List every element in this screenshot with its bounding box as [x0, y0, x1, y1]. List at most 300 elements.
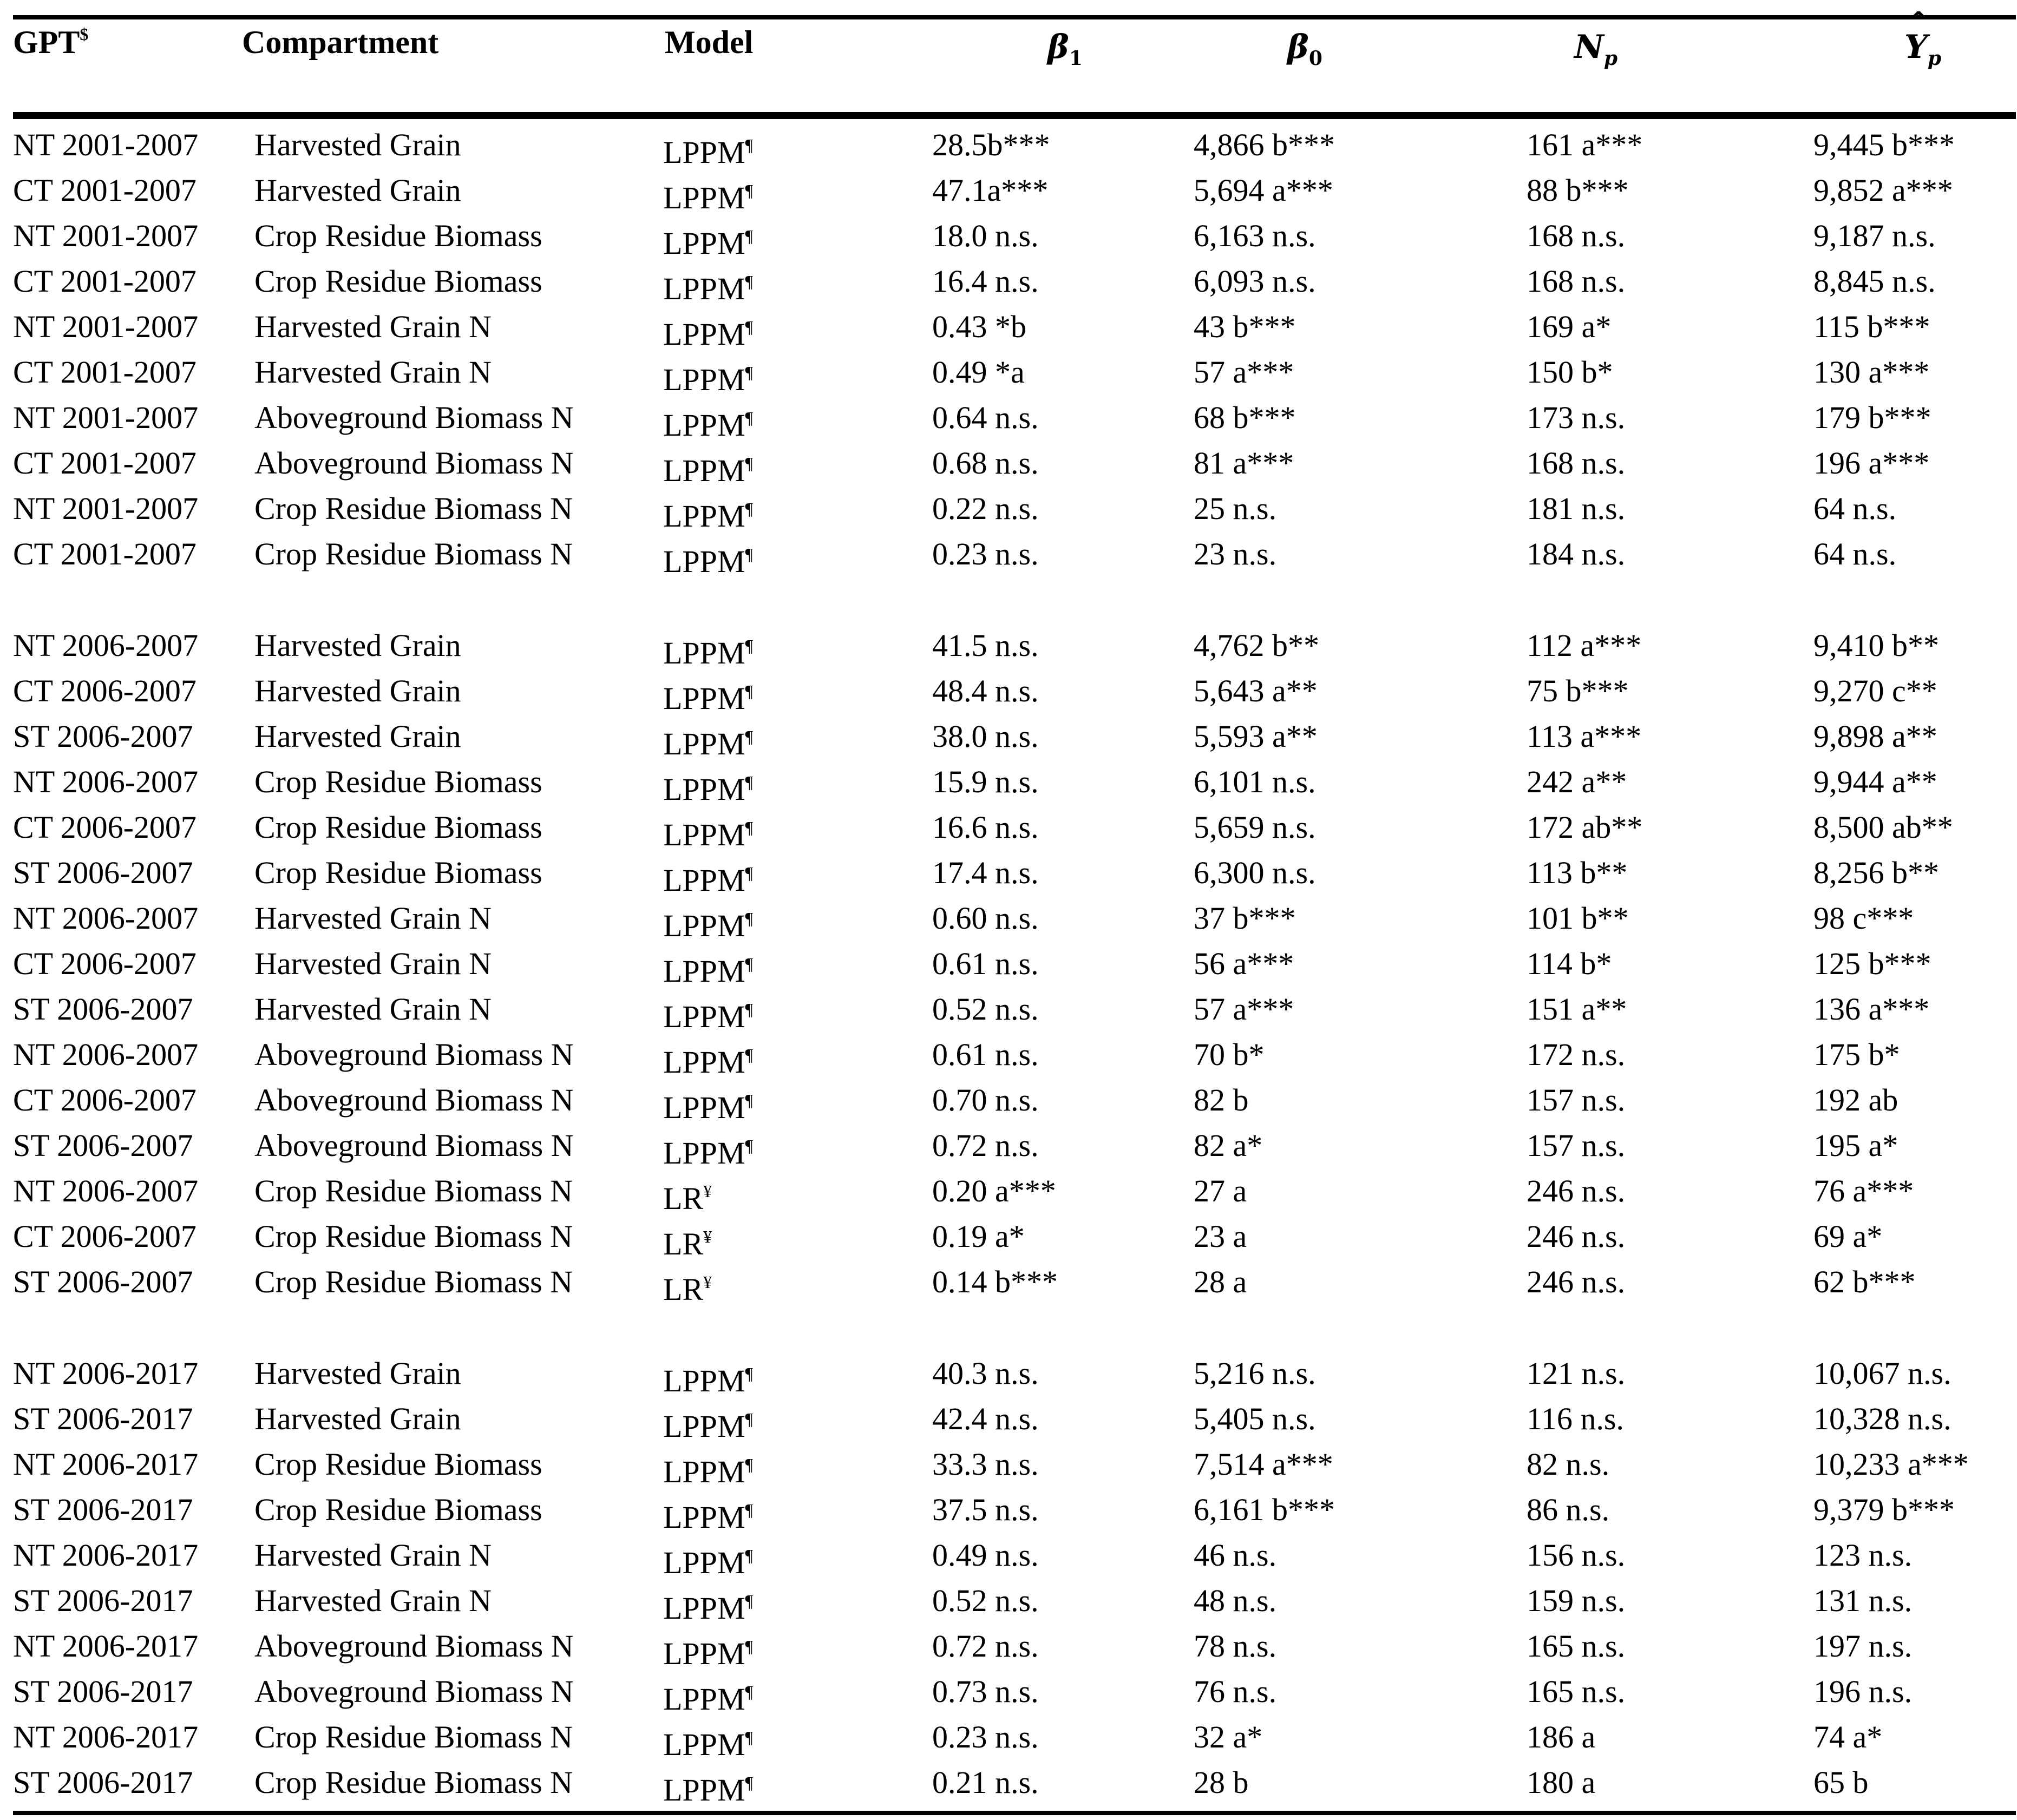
compartment-cell: Crop Residue Biomass [254, 810, 542, 845]
gpt-cell: ST 2006-2017 [13, 1492, 193, 1527]
beta0-cell: 4,762 b** [1194, 628, 1319, 663]
header-beta0-subscript: 0 [1308, 47, 1322, 70]
compartment-cell: Aboveground Biomass N [254, 445, 574, 481]
table-row [0, 486, 2017, 534]
gpt-cell: ST 2006-2017 [13, 1401, 193, 1436]
beta1-cell: 0.61 n.s. [932, 1037, 1039, 1072]
compartment-cell: Harvested Grain [254, 1401, 461, 1436]
beta0-cell: 5,659 n.s. [1194, 810, 1316, 845]
gpt-cell: NT 2006-2007 [13, 1173, 199, 1208]
table-row [0, 304, 2017, 350]
beta0-cell: 46 n.s. [1194, 1538, 1277, 1573]
gpt-cell: CT 2001-2007 [13, 354, 197, 390]
np-cell: 246 n.s. [1527, 1219, 1626, 1254]
model-label: LPPM [663, 408, 745, 443]
np-cell: 113 b** [1527, 855, 1628, 890]
beta0-cell: 6,093 n.s. [1194, 264, 1316, 299]
np-cell: 168 n.s. [1527, 445, 1626, 481]
model-label: LPPM [663, 635, 745, 671]
compartment-cell: Harvested Grain N [254, 991, 492, 1027]
compartment-cell: Crop Residue Biomass N [254, 1765, 573, 1800]
beta1-cell: 0.22 n.s. [932, 491, 1039, 526]
table-row [0, 1259, 2017, 1305]
model-label: LR [663, 1181, 704, 1216]
beta0-cell: 6,101 n.s. [1194, 764, 1316, 799]
model-footnote-mark: ¥ [703, 1272, 712, 1292]
gpt-cell: CT 2006-2007 [13, 1219, 197, 1254]
model-label: LPPM [663, 271, 745, 306]
beta1-cell: 40.3 n.s. [932, 1356, 1039, 1391]
header-beta1-subscript: 1 [1069, 47, 1083, 70]
model-footnote-mark: ¶ [745, 818, 754, 837]
gpt-cell: ST 2006-2017 [13, 1765, 193, 1800]
beta1-cell: 0.73 n.s. [932, 1674, 1039, 1709]
yp-cell: 196 a*** [1813, 445, 1930, 481]
model-label: LPPM [663, 1044, 745, 1080]
gpt-cell: ST 2006-2017 [13, 1583, 193, 1618]
table-row [0, 714, 2017, 759]
beta1-cell: 0.21 n.s. [932, 1765, 1039, 1800]
beta0-cell: 48 n.s. [1194, 1583, 1277, 1618]
gpt-cell: NT 2006-2017 [13, 1356, 199, 1391]
model-label: LPPM [663, 772, 745, 807]
table-bottom-rule [13, 1811, 2016, 1815]
yp-cell: 8,845 n.s. [1813, 264, 1936, 299]
model-footnote-mark: ¶ [745, 1546, 754, 1565]
yp-cell: 123 n.s. [1813, 1538, 1913, 1573]
yp-cell: 136 a*** [1813, 991, 1930, 1027]
beta0-cell: 28 a [1194, 1264, 1247, 1299]
model-footnote-mark: ¶ [745, 909, 754, 928]
beta1-cell: 28.5b*** [932, 127, 1050, 162]
yp-cell: 64 n.s. [1813, 491, 1897, 526]
compartment-cell: Crop Residue Biomass [254, 1447, 542, 1482]
beta0-cell: 70 b* [1194, 1037, 1265, 1072]
np-cell: 101 b** [1527, 901, 1629, 936]
model-label: LPPM [663, 726, 745, 761]
beta0-cell: 5,216 n.s. [1194, 1356, 1316, 1391]
beta1-cell: 15.9 n.s. [932, 764, 1039, 799]
compartment-cell: Harvested Grain [254, 673, 461, 708]
beta0-cell: 5,405 n.s. [1194, 1401, 1316, 1436]
gpt-cell: CT 2001-2007 [13, 445, 197, 481]
gpt-cell: NT 2006-2007 [13, 764, 199, 799]
compartment-cell: Crop Residue Biomass N [254, 1219, 573, 1254]
np-cell: 169 a* [1527, 309, 1612, 344]
model-label: LPPM [663, 180, 745, 215]
yp-cell: 9,270 c** [1813, 673, 1937, 708]
beta1-cell: 0.52 n.s. [932, 1583, 1039, 1618]
beta0-cell: 23 a [1194, 1219, 1247, 1254]
beta0-cell: 23 n.s. [1194, 536, 1277, 571]
beta0-cell: 5,643 a** [1194, 673, 1318, 708]
model-footnote-mark: ¶ [745, 1682, 754, 1701]
header-np-symbol: N [1574, 28, 1604, 66]
model-footnote-mark: ¶ [745, 363, 754, 382]
beta1-cell: 0.23 n.s. [932, 1719, 1039, 1755]
compartment-cell: Harvested Grain [254, 173, 461, 208]
beta0-cell: 27 a [1194, 1173, 1247, 1208]
table-row [0, 1578, 2017, 1624]
np-cell: 159 n.s. [1527, 1583, 1626, 1618]
np-cell: 165 n.s. [1527, 1628, 1626, 1664]
beta0-cell: 6,161 b*** [1194, 1492, 1335, 1527]
compartment-cell: Crop Residue Biomass [254, 218, 542, 253]
table-row [0, 850, 2017, 896]
beta1-cell: 0.23 n.s. [932, 536, 1039, 571]
compartment-cell: Harvested Grain N [254, 354, 492, 390]
np-cell: 168 n.s. [1527, 218, 1626, 253]
beta1-cell: 0.20 a*** [932, 1173, 1056, 1208]
header-np-subscript: p [1603, 47, 1618, 70]
yp-cell: 175 b* [1813, 1037, 1900, 1072]
compartment-cell: Crop Residue Biomass N [254, 536, 573, 571]
yp-cell: 125 b*** [1813, 946, 1931, 981]
model-label: LPPM [663, 1545, 745, 1580]
np-cell: 82 n.s. [1527, 1447, 1610, 1482]
gpt-cell: NT 2001-2007 [13, 400, 199, 435]
model-footnote-mark: ¶ [745, 454, 754, 473]
yp-cell: 74 a* [1813, 1719, 1883, 1755]
yp-cell: 10,233 a*** [1813, 1447, 1969, 1482]
yp-cell: 64 n.s. [1813, 536, 1897, 571]
model-label: LPPM [663, 1636, 745, 1671]
model-footnote-mark: ¶ [745, 1637, 754, 1656]
yp-cell: 9,187 n.s. [1813, 218, 1936, 253]
model-footnote-mark: ¶ [745, 863, 754, 883]
header-beta1-symbol: β [1047, 28, 1069, 66]
yp-cell: 115 b*** [1813, 309, 1930, 344]
compartment-cell: Crop Residue Biomass N [254, 1173, 573, 1208]
model-footnote-mark: ¶ [745, 499, 754, 518]
compartment-cell: Aboveground Biomass N [254, 400, 574, 435]
header-np [1574, 28, 1617, 70]
np-cell: 151 a** [1527, 991, 1627, 1027]
beta0-cell: 57 a*** [1194, 991, 1294, 1027]
yp-cell: 76 a*** [1813, 1173, 1914, 1208]
model-footnote-mark: ¥ [703, 1227, 712, 1246]
gpt-cell: ST 2006-2007 [13, 855, 193, 890]
beta0-cell: 6,163 n.s. [1194, 218, 1316, 253]
model-footnote-mark: ¶ [745, 408, 754, 428]
header-beta0 [1287, 28, 1322, 70]
beta0-cell: 37 b*** [1194, 901, 1296, 936]
np-cell: 75 b*** [1527, 673, 1629, 708]
np-cell: 165 n.s. [1527, 1674, 1626, 1709]
np-cell: 172 n.s. [1527, 1037, 1626, 1072]
header-yp-symbol: ^ Y [1904, 28, 1928, 66]
np-cell: 173 n.s. [1527, 400, 1626, 435]
table-row [0, 1168, 2017, 1214]
model-footnote-mark: ¶ [745, 272, 754, 291]
table-row [0, 531, 2017, 577]
table-row [0, 1533, 2017, 1578]
beta0-cell: 56 a*** [1194, 946, 1294, 981]
compartment-cell: Aboveground Biomass N [254, 1082, 574, 1118]
table-row [0, 1624, 2017, 1669]
yp-cell: 8,256 b** [1813, 855, 1939, 890]
compartment-cell: Aboveground Biomass N [254, 1037, 574, 1072]
np-cell: 242 a** [1527, 764, 1627, 799]
beta1-cell: 16.6 n.s. [932, 810, 1039, 845]
table-row [0, 896, 2017, 941]
model-footnote-mark: ¶ [745, 1500, 754, 1520]
model-label: LPPM [663, 681, 745, 716]
beta1-cell: 0.19 a* [932, 1219, 1025, 1254]
compartment-cell: Crop Residue Biomass [254, 264, 542, 299]
model-label: LPPM [663, 817, 745, 852]
model-label: LPPM [663, 1454, 745, 1489]
table-row [0, 1760, 2017, 1808]
table-row [0, 1032, 2017, 1080]
model-footnote-mark: ¶ [745, 1090, 754, 1110]
compartment-cell: Crop Residue Biomass [254, 1492, 542, 1527]
compartment-cell: Crop Residue Biomass [254, 764, 542, 799]
yp-cell: 65 b [1813, 1765, 1869, 1800]
model-footnote-mark: ¥ [703, 1181, 712, 1201]
yp-cell: 69 a* [1813, 1219, 1883, 1254]
yp-cell: 9,445 b*** [1813, 127, 1955, 162]
compartment-cell: Harvested Grain [254, 719, 461, 754]
beta0-cell: 82 b [1194, 1082, 1249, 1118]
header-bottom-rule [13, 112, 2016, 119]
model-footnote-mark: ¶ [745, 772, 754, 792]
compartment-cell: Harvested Grain N [254, 946, 492, 981]
beta1-cell: 0.61 n.s. [932, 946, 1039, 981]
model-footnote-mark: ¶ [745, 1727, 754, 1747]
compartment-cell: Harvested Grain [254, 1356, 461, 1391]
table-row [0, 1669, 2017, 1717]
model-label: LPPM [663, 135, 745, 170]
beta0-cell: 5,593 a** [1194, 719, 1318, 754]
model-footnote-mark: ¶ [745, 317, 754, 337]
beta1-cell: 0.14 b*** [932, 1264, 1058, 1299]
yp-cell: 9,944 a** [1813, 764, 1937, 799]
model-label: LPPM [663, 1363, 745, 1398]
beta1-cell: 0.49 *a [932, 354, 1025, 390]
model-footnote-mark: ¶ [745, 1045, 754, 1065]
model-label: LPPM [663, 453, 745, 488]
compartment-cell: Aboveground Biomass N [254, 1674, 574, 1709]
header-yp [1904, 28, 1941, 70]
gpt-cell: CT 2001-2007 [13, 264, 197, 299]
model-label: LR [663, 1226, 704, 1261]
beta0-cell: 28 b [1194, 1765, 1249, 1800]
model-footnote-mark: ¶ [745, 681, 754, 701]
table-row [0, 668, 2017, 714]
model-footnote-mark: ¶ [745, 1000, 754, 1019]
model-label: LPPM [663, 863, 745, 898]
beta0-cell: 32 a* [1194, 1719, 1263, 1755]
compartment-cell: Harvested Grain [254, 628, 461, 663]
beta1-cell: 33.3 n.s. [932, 1447, 1039, 1482]
model-label: LPPM [663, 226, 745, 261]
yp-cell: 9,852 a*** [1813, 173, 1953, 208]
gpt-cell: CT 2006-2007 [13, 810, 197, 845]
model-label: LPPM [663, 1500, 745, 1535]
gpt-cell: NT 2006-2017 [13, 1447, 199, 1482]
beta1-cell: 0.70 n.s. [932, 1082, 1039, 1118]
np-cell: 246 n.s. [1527, 1173, 1626, 1208]
gpt-cell: ST 2006-2007 [13, 991, 193, 1027]
beta0-cell: 25 n.s. [1194, 491, 1277, 526]
np-cell: 172 ab** [1527, 810, 1643, 845]
table-row [0, 1123, 2017, 1171]
model-footnote-mark: ¶ [745, 1455, 754, 1474]
gpt-cell: NT 2006-2017 [13, 1628, 199, 1664]
model-label: LPPM [663, 1727, 745, 1762]
compartment-cell: Crop Residue Biomass N [254, 1264, 573, 1299]
table-row [0, 122, 2017, 168]
model-label: LPPM [663, 999, 745, 1034]
beta1-cell: 16.4 n.s. [932, 264, 1039, 299]
model-label: LPPM [663, 908, 745, 943]
gpt-cell: NT 2006-2017 [13, 1719, 199, 1755]
beta0-cell: 7,514 a*** [1194, 1447, 1333, 1482]
beta0-cell: 78 n.s. [1194, 1628, 1277, 1664]
yp-cell: 197 n.s. [1813, 1628, 1913, 1664]
beta1-cell: 0.43 *b [932, 309, 1026, 344]
beta1-cell: 47.1a*** [932, 173, 1049, 208]
beta1-cell: 0.52 n.s. [932, 991, 1039, 1027]
yp-cell: 131 n.s. [1813, 1583, 1913, 1618]
table-row [0, 1077, 2017, 1123]
beta0-cell: 81 a*** [1194, 445, 1294, 481]
table-row [0, 759, 2017, 805]
gpt-cell: ST 2006-2007 [13, 719, 193, 754]
model-label: LPPM [663, 1772, 745, 1808]
compartment-cell: Harvested Grain N [254, 1538, 492, 1573]
np-cell: 150 b* [1527, 354, 1613, 390]
beta0-cell: 76 n.s. [1194, 1674, 1277, 1709]
model-footnote-mark: ¶ [745, 954, 754, 974]
np-cell: 121 n.s. [1527, 1356, 1626, 1391]
model-label: LPPM [663, 362, 745, 397]
compartment-cell: Harvested Grain N [254, 1583, 492, 1618]
np-cell: 114 b* [1527, 946, 1612, 981]
np-cell: 157 n.s. [1527, 1082, 1626, 1118]
model-footnote-mark: ¶ [745, 544, 754, 564]
model-footnote-mark: ¶ [745, 727, 754, 746]
yp-cell: 9,898 a** [1813, 719, 1937, 754]
table-row [0, 1351, 2017, 1396]
beta0-cell: 57 a*** [1194, 354, 1294, 390]
model-label: LPPM [663, 1409, 745, 1444]
beta1-cell: 41.5 n.s. [932, 628, 1039, 663]
yp-cell: 98 c*** [1813, 901, 1914, 936]
table-row [0, 168, 2017, 213]
np-cell: 112 a*** [1527, 628, 1642, 663]
table-row [0, 1714, 2017, 1760]
compartment-cell: Harvested Grain [254, 127, 461, 162]
model-label: LPPM [663, 1681, 745, 1717]
table-row [0, 987, 2017, 1032]
compartment-cell: Harvested Grain N [254, 901, 492, 936]
beta1-cell: 42.4 n.s. [932, 1401, 1039, 1436]
model-label: LPPM [663, 544, 745, 579]
gpt-cell: NT 2001-2007 [13, 218, 199, 253]
np-cell: 246 n.s. [1527, 1264, 1626, 1299]
beta0-cell: 43 b*** [1194, 309, 1296, 344]
model-label: LPPM [663, 317, 745, 352]
beta1-cell: 0.72 n.s. [932, 1628, 1039, 1664]
beta1-cell: 37.5 n.s. [932, 1492, 1039, 1527]
yp-cell: 10,067 n.s. [1813, 1356, 1951, 1391]
header-gpt-footnote-mark: $ [80, 24, 89, 44]
model-footnote-mark: ¶ [745, 135, 754, 155]
gpt-cell: NT 2006-2007 [13, 628, 199, 663]
model-label: LPPM [663, 954, 745, 989]
yp-cell: 8,500 ab** [1813, 810, 1953, 845]
table-row [0, 1442, 2017, 1487]
yp-cell: 179 b*** [1813, 400, 1931, 435]
gpt-cell: CT 2006-2007 [13, 946, 197, 981]
yp-cell: 9,410 b** [1813, 628, 1939, 663]
table-row [0, 623, 2017, 671]
table-row [0, 213, 2017, 259]
np-cell: 86 n.s. [1527, 1492, 1610, 1527]
model-label: LPPM [663, 1591, 745, 1626]
compartment-cell: Harvested Grain N [254, 309, 492, 344]
gpt-cell: ST 2006-2017 [13, 1674, 193, 1709]
yp-cell: 9,379 b*** [1813, 1492, 1955, 1527]
yp-cell: 10,328 n.s. [1813, 1401, 1951, 1436]
gpt-cell: NT 2001-2007 [13, 491, 199, 526]
model-cell [663, 1760, 753, 1813]
model-label: LPPM [663, 498, 745, 534]
gpt-cell: NT 2006-2017 [13, 1538, 199, 1573]
model-footnote-mark: ¶ [745, 1591, 754, 1611]
header-beta0-symbol: β [1287, 28, 1309, 66]
beta0-cell: 4,866 b*** [1194, 127, 1335, 162]
np-cell: 168 n.s. [1527, 264, 1626, 299]
gpt-cell: NT 2006-2007 [13, 1037, 199, 1072]
np-cell: 113 a*** [1527, 719, 1642, 754]
model-cell [663, 1259, 712, 1312]
np-cell: 180 a [1527, 1765, 1596, 1800]
table-row [0, 395, 2017, 441]
yp-cell: 62 b*** [1813, 1264, 1916, 1299]
table-row [0, 1396, 2017, 1442]
compartment-cell: Crop Residue Biomass [254, 855, 542, 890]
table-row [0, 350, 2017, 395]
np-cell: 88 b*** [1527, 173, 1629, 208]
model-footnote-mark: ¶ [745, 1364, 754, 1383]
model-footnote-mark: ¶ [745, 636, 754, 655]
np-cell: 161 a*** [1527, 127, 1643, 162]
table-row [0, 805, 2017, 850]
beta1-cell: 0.60 n.s. [932, 901, 1039, 936]
yp-cell: 195 a* [1813, 1128, 1898, 1163]
beta1-cell: 0.68 n.s. [932, 445, 1039, 481]
gpt-cell: CT 2006-2007 [13, 1082, 197, 1118]
gpt-cell: CT 2001-2007 [13, 536, 197, 571]
gpt-cell: NT 2001-2007 [13, 309, 199, 344]
header-yp-subscript: p [1927, 47, 1942, 70]
header-gpt-label: GPT [13, 24, 80, 60]
beta1-cell: 0.72 n.s. [932, 1128, 1039, 1163]
header-compartment: Compartment [242, 24, 439, 60]
beta1-cell: 38.0 n.s. [932, 719, 1039, 754]
np-cell: 157 n.s. [1527, 1128, 1626, 1163]
header-beta1 [1047, 28, 1083, 70]
model-cell [663, 531, 753, 584]
beta1-cell: 17.4 n.s. [932, 855, 1039, 890]
beta1-cell: 48.4 n.s. [932, 673, 1039, 708]
beta0-cell: 5,694 a*** [1194, 173, 1333, 208]
np-cell: 156 n.s. [1527, 1538, 1626, 1573]
np-cell: 186 a [1527, 1719, 1596, 1755]
